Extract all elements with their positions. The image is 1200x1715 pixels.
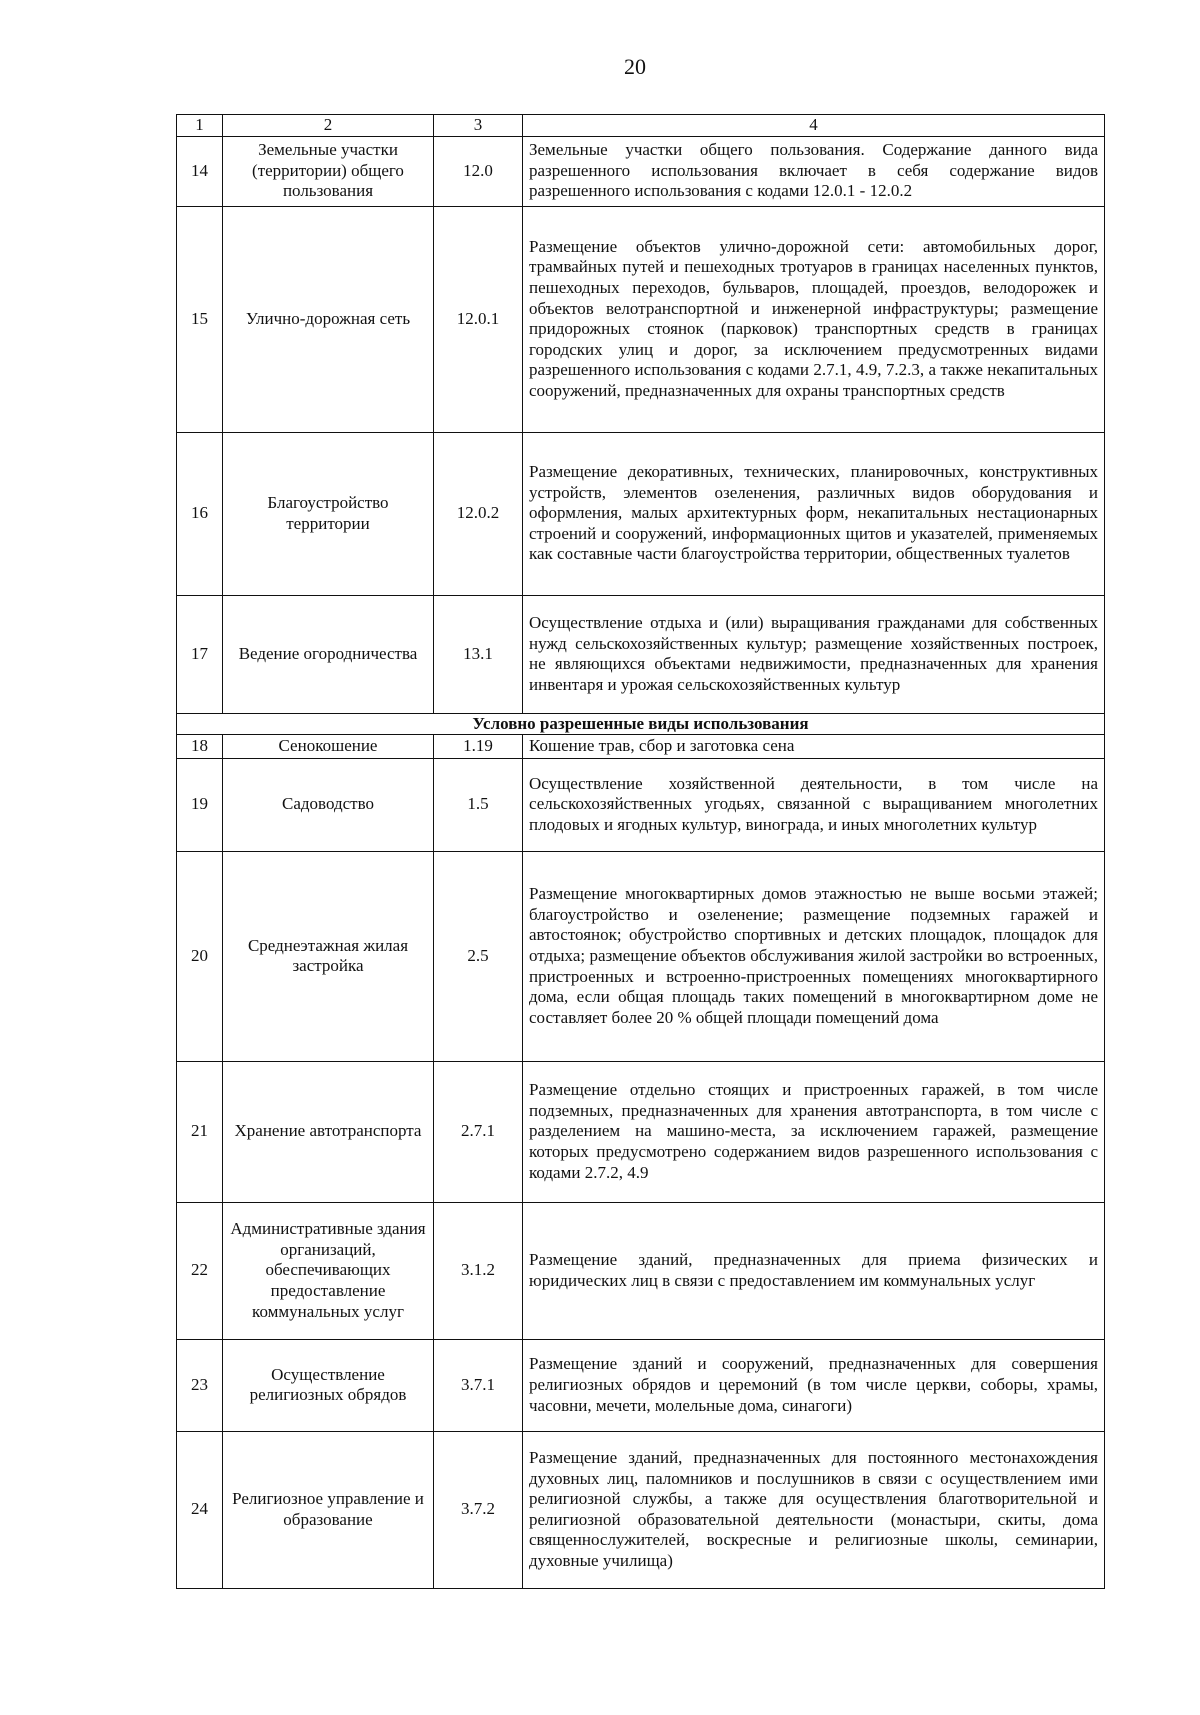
use-type-description: Размещение многоквартирных домов этажностью не выше восьми этажей; благоустройство и озеленение; размещение подземных гаражей и автостоянок; обустройство спортивных и детских площадок, площадок для отдыха; размещение объектов обслуживания жилой застройки во встроенных, пристроенных и встроенно-пристроенных помещениях многоквартирного дома, если общая площадь таких помещений в многоквартирном доме не составляет более 20 % общей площади помещений дома bbox=[523, 851, 1105, 1061]
table-row bbox=[177, 851, 1105, 1061]
land-use-table bbox=[176, 114, 1105, 1589]
table-row bbox=[177, 1431, 1105, 1588]
row-number: 22 bbox=[177, 1202, 223, 1339]
column-header-3: 3 bbox=[434, 115, 523, 137]
column-header-row bbox=[177, 115, 1105, 137]
row-number: 16 bbox=[177, 432, 223, 595]
table-row bbox=[177, 758, 1105, 851]
section-header-row bbox=[177, 713, 1105, 735]
column-header-4: 4 bbox=[523, 115, 1105, 137]
use-type-name: Сенокошение bbox=[223, 735, 434, 759]
column-header-2: 2 bbox=[223, 115, 434, 137]
use-type-code: 2.5 bbox=[434, 851, 523, 1061]
use-type-code: 3.1.2 bbox=[434, 1202, 523, 1339]
use-type-description: Осуществление отдыха и (или) выращивания гражданами для собственных нужд сельскохозяйственных культур; размещение хозяйственных построек, не являющихся объектами недвижимости, предназначенных для хранения инвентаря и урожая сельскохозяйственных культур bbox=[523, 595, 1105, 713]
use-type-name: Улично-дорожная сеть bbox=[223, 206, 434, 432]
table-row bbox=[177, 432, 1105, 595]
table-row bbox=[177, 595, 1105, 713]
use-type-description: Осуществление хозяйственной деятельности, в том числе на сельскохозяйственных угодьях, связанной с выращиванием многолетних плодовых и ягодных культур, винограда, и иных многолетних культур bbox=[523, 758, 1105, 851]
use-type-name: Садоводство bbox=[223, 758, 434, 851]
use-type-code: 1.19 bbox=[434, 735, 523, 759]
row-number: 17 bbox=[177, 595, 223, 713]
use-type-description: Размещение отдельно стоящих и пристроенных гаражей, в том числе подземных, предназначенных для хранения автотранспорта, в том числе с разделением на машино-места, за исключением гаражей, размещение которых предусмотрено содержанием видов разрешенного использования с кодами 2.7.2, 4.9 bbox=[523, 1061, 1105, 1202]
row-number: 14 bbox=[177, 136, 223, 206]
use-type-code: 2.7.1 bbox=[434, 1061, 523, 1202]
use-type-description: Размещение зданий, предназначенных для постоянного местонахождения духовных лиц, паломников и послушников в связи с осуществлением ими религиозной службы, а также для осуществления благотворительной и религиозной образовательной деятельности (монастыри, скиты, дома священнослужителей, воскресные и религиозные школы, семинарии, духовные училища) bbox=[523, 1431, 1105, 1588]
use-type-description: Размещение декоративных, технических, планировочных, конструктивных устройств, элементов озеленения, различных видов оборудования и оформления, малых архитектурных форм, некапитальных нестационарных строений и сооружений, информационных щитов и указателей, применяемых как составные части благоустройства территории, общественных туалетов bbox=[523, 432, 1105, 595]
row-number: 23 bbox=[177, 1339, 223, 1431]
use-type-name: Благоустройство территории bbox=[223, 432, 434, 595]
use-type-code: 12.0.1 bbox=[434, 206, 523, 432]
row-number: 24 bbox=[177, 1431, 223, 1588]
row-number: 18 bbox=[177, 735, 223, 759]
page-number: 20 bbox=[624, 54, 646, 79]
use-type-code: 1.5 bbox=[434, 758, 523, 851]
row-number: 19 bbox=[177, 758, 223, 851]
row-number: 21 bbox=[177, 1061, 223, 1202]
table-row bbox=[177, 206, 1105, 432]
use-type-name: Ведение огородничества bbox=[223, 595, 434, 713]
table-row bbox=[177, 1339, 1105, 1431]
use-type-name: Среднеэтажная жилая застройка bbox=[223, 851, 434, 1061]
use-type-code: 13.1 bbox=[434, 595, 523, 713]
table-row bbox=[177, 1202, 1105, 1339]
use-type-description: Кошение трав, сбор и заготовка сена bbox=[523, 735, 1105, 759]
table-row bbox=[177, 136, 1105, 206]
use-type-code: 3.7.2 bbox=[434, 1431, 523, 1588]
use-type-name: Религиозное управление и образование bbox=[223, 1431, 434, 1588]
use-type-name: Осуществление религиозных обрядов bbox=[223, 1339, 434, 1431]
row-number: 20 bbox=[177, 851, 223, 1061]
use-type-code: 3.7.1 bbox=[434, 1339, 523, 1431]
row-number: 15 bbox=[177, 206, 223, 432]
use-type-description: Размещение зданий и сооружений, предназначенных для совершения религиозных обрядов и церемоний (в том числе церкви, соборы, храмы, часовни, мечети, молельные дома, синагоги) bbox=[523, 1339, 1105, 1431]
table-row bbox=[177, 735, 1105, 759]
use-type-name: Административные здания организаций, обеспечивающих предоставление коммунальных услуг bbox=[223, 1202, 434, 1339]
use-type-name: Хранение автотранспорта bbox=[223, 1061, 434, 1202]
use-type-code: 12.0.2 bbox=[434, 432, 523, 595]
use-type-name: Земельные участки (территории) общего пользования bbox=[223, 136, 434, 206]
section-heading-conditional: Условно разрешенные виды использования bbox=[177, 713, 1105, 735]
use-type-description: Земельные участки общего пользования. Содержание данного вида разрешенного использования включает в себя содержание видов разрешенного использования с кодами 12.0.1 - 12.0.2 bbox=[523, 136, 1105, 206]
use-type-description: Размещение зданий, предназначенных для приема физических и юридических лиц в связи с предоставлением им коммунальных услуг bbox=[523, 1202, 1105, 1339]
column-header-1: 1 bbox=[177, 115, 223, 137]
use-type-code: 12.0 bbox=[434, 136, 523, 206]
table-row bbox=[177, 1061, 1105, 1202]
use-type-description: Размещение объектов улично-дорожной сети: автомобильных дорог, трамвайных путей и пешеходных тротуаров в границах населенных пунктов, пешеходных переходов, бульваров, площадей, проездов, велодорожек и объектов велотранспортной и инженерной инфраструктуры; размещение придорожных стоянок (парковок) транспортных средств в границах городских улиц и дорог, за исключением предусмотренных видами разрешенного использования с кодами 2.7.1, 4.9, 7.2.3, а также некапитальных сооружений, предназначенных для охраны транспортных средств bbox=[523, 206, 1105, 432]
